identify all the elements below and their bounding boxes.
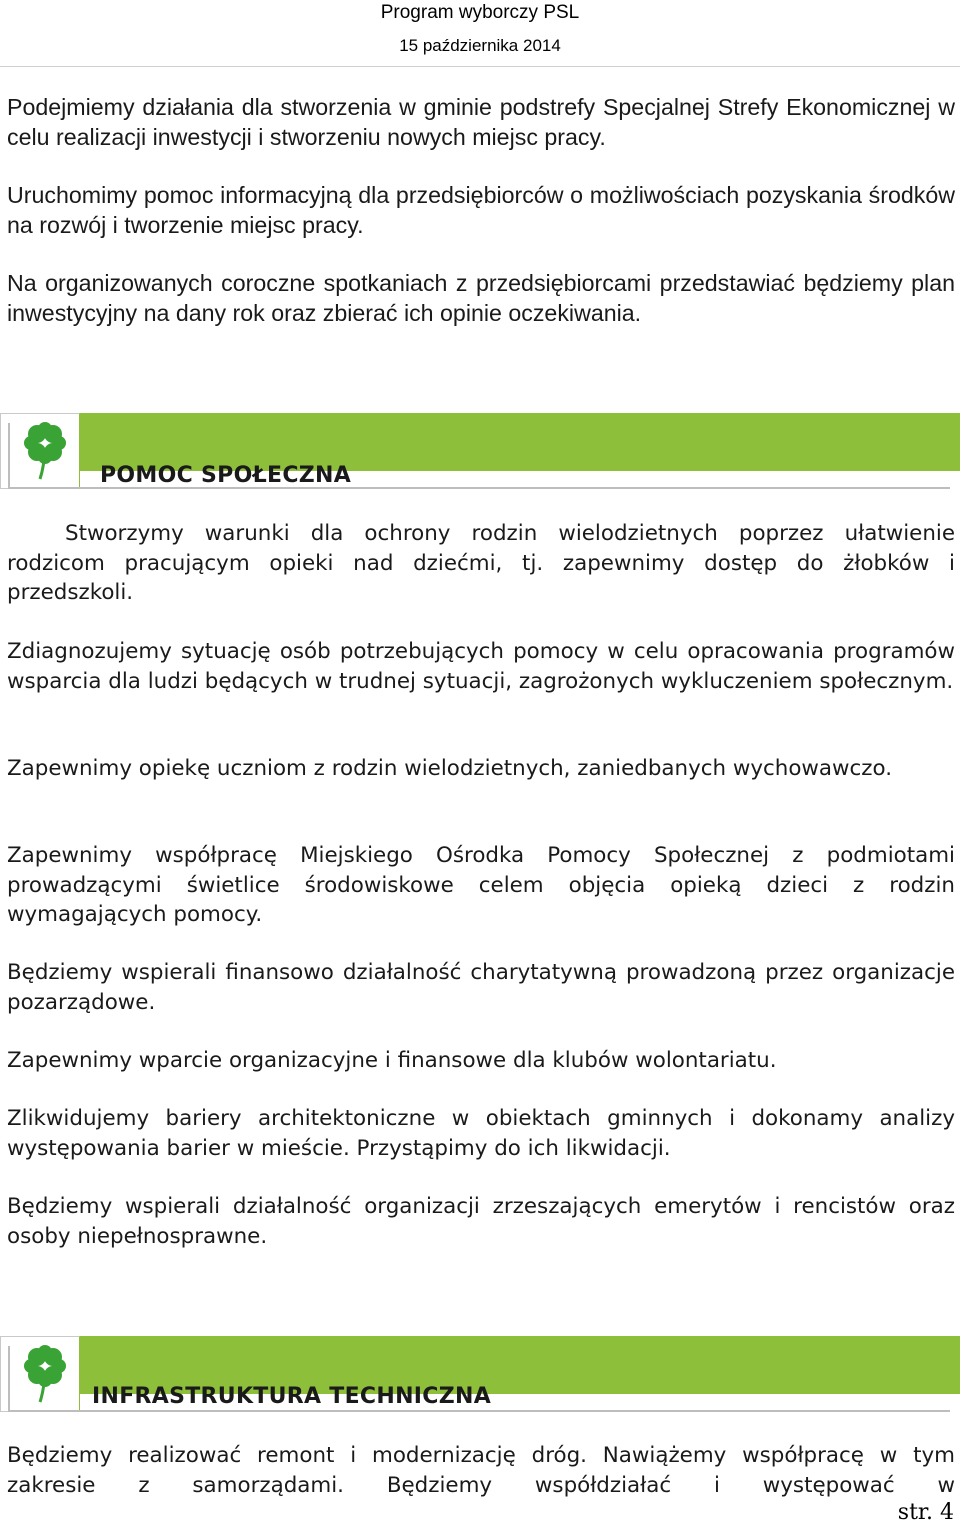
paragraph-mops-cooperation: Zapewnimy współpracę Miejskiego Ośrodka Pomocy Społecznej z podmiotami prowadzącymi świetlice środowiskowe celem objęcia opieką dzieci z rodzin wymagających pomocy. (7, 843, 955, 928)
paragraph-sse: Podejmiemy działania dla stworzenia w gminie podstrefy Specjalnej Strefy Ekonomicznej w celu realizacji inwestycji i stworzeniu nowych miejsc pracy. (7, 94, 955, 150)
page-number: str. 4 (897, 1500, 954, 1525)
banner-left-line (8, 423, 10, 489)
header-divider (0, 66, 960, 67)
section-title-infra: INFRASTRUKTURA TECHNICZNA (92, 1384, 492, 1409)
banner-underline (10, 1410, 950, 1412)
paragraph-diagnosis: Zdiagnozujemy sytuację osób potrzebujących pomocy w celu opracowania programów wsparcia dla ludzi będących w trudnej sytuacji, zagrożonych wykluczeniem społecznym. (7, 639, 955, 694)
paragraph-barriers: Zlikwidujemy bariery architektoniczne w obiektach gminnych i dokonamy analizy występowania barier w mieście. Przystąpimy do ich likwidacji. (7, 1106, 955, 1161)
paragraph-seniors: Będziemy wspierali działalność organizacji zrzeszających emerytów i rencistów oraz osoby niepełnosprawne. (7, 1194, 955, 1249)
paragraph-volunteering: Zapewnimy wparcie organizacyjne i finansowe dla klubów wolontariatu. (7, 1048, 777, 1073)
banner-left-line (8, 1346, 10, 1412)
section-banner-social (0, 413, 960, 491)
four-leaf-clover-icon (20, 1342, 70, 1408)
document-header-title: Program wyborczy PSL (380, 2, 580, 23)
four-leaf-clover-icon (20, 419, 70, 485)
document-header-date: 15 października 2014 (399, 36, 561, 55)
section-title-social: POMOC SPOŁECZNA (100, 463, 352, 488)
paragraph-info-support: Uruchomimy pomoc informacyjną dla przedsiębiorców o możliwościach pozyskania środków na rozwój i tworzenie miejsc pracy. (7, 182, 955, 238)
paragraph-roads: Będziemy realizować remont i modernizację dróg. Nawiążemy współpracę w tym zakresie z samorządami. Będziemy współdziałać i występować w (7, 1443, 955, 1498)
paragraph-large-families: Stworzymy warunki dla ochrony rodzin wielodzietnych poprzez ułatwienie rodzicom pracującym opieki nad dziećmi, tj. zapewnimy dostęp do żłobków i przedszkoli. (7, 521, 955, 606)
paragraph-student-care: Zapewnimy opiekę uczniom z rodzin wielodzietnych, zaniedbanych wychowawczo. (7, 756, 893, 781)
paragraph-meetings: Na organizowanych coroczne spotkaniach z przedsiębiorcami przedstawiać będziemy plan inwestycyjny na dany rok oraz zbierać ich opinie oczekiwania. (7, 270, 955, 326)
section-banner-infra (0, 1336, 960, 1414)
paragraph-charity: Będziemy wspierali finansowo działalność charytatywną prowadzoną przez organizacje pozarządowe. (7, 960, 955, 1015)
